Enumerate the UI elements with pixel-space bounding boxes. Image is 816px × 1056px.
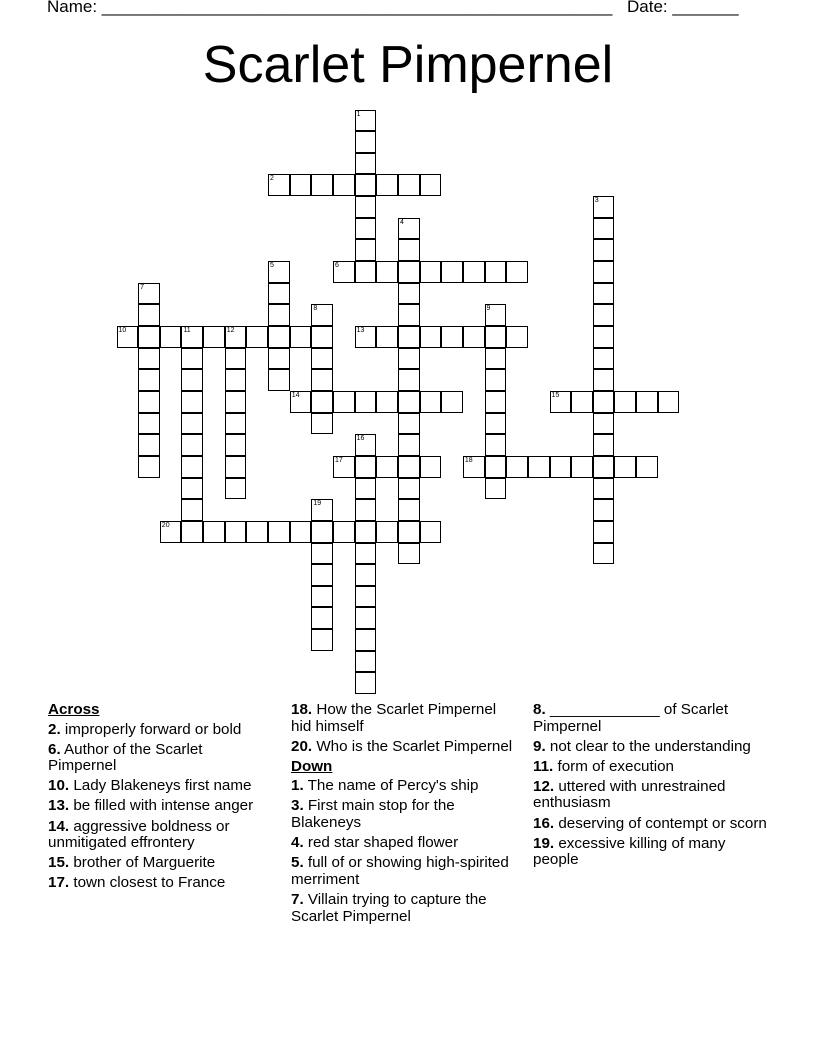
- grid-cell[interactable]: [311, 499, 333, 521]
- grid-cell[interactable]: [398, 456, 420, 478]
- clue-number: 3: [594, 197, 599, 205]
- clue-number: 20: [161, 521, 170, 529]
- grid-cell[interactable]: [355, 499, 377, 521]
- grid-cell[interactable]: [138, 348, 160, 370]
- clue-item: [533, 816, 768, 833]
- grid-cell[interactable]: [593, 218, 615, 240]
- clue-item: [48, 798, 273, 815]
- clues-column-1: [48, 702, 273, 895]
- clue-item: [291, 855, 516, 888]
- grid-cell[interactable]: [485, 413, 507, 435]
- grid-cell[interactable]: [485, 434, 507, 456]
- grid-cell[interactable]: [398, 521, 420, 543]
- clue-number-label: 18.: [291, 701, 313, 718]
- grid-cell[interactable]: [355, 456, 377, 478]
- grid-cell[interactable]: [420, 456, 442, 478]
- grid-cell[interactable]: [138, 413, 160, 435]
- grid-cell[interactable]: [311, 304, 333, 326]
- clue-item: [48, 742, 273, 775]
- grid-cell[interactable]: [355, 564, 377, 586]
- grid-cell[interactable]: [485, 456, 507, 478]
- clue-item: [533, 702, 768, 735]
- grid-cell[interactable]: [333, 456, 355, 478]
- grid-cell[interactable]: [225, 326, 247, 348]
- grid-cell[interactable]: [485, 478, 507, 500]
- name-field[interactable]: Name: ______________________________________________________: [47, 0, 613, 16]
- grid-cell[interactable]: [181, 326, 203, 348]
- clue-number: 13: [356, 327, 365, 334]
- grid-cell[interactable]: [593, 261, 615, 283]
- clue-text: red star shaped flower: [303, 834, 459, 852]
- clue-text: town closest to France: [69, 874, 226, 892]
- grid-cell[interactable]: [355, 391, 377, 413]
- clue-item: [291, 702, 516, 735]
- clue-item: [48, 778, 273, 795]
- grid-cell[interactable]: [117, 326, 139, 348]
- grid-cell[interactable]: [138, 434, 160, 456]
- clue-number: 11: [183, 327, 191, 334]
- grid-cell[interactable]: [593, 456, 615, 478]
- grid-cell[interactable]: [398, 283, 420, 305]
- grid-cell[interactable]: [311, 629, 333, 651]
- grid-cell[interactable]: [376, 456, 398, 478]
- clue-item: [48, 855, 273, 872]
- section-heading: Across: [48, 701, 100, 718]
- grid-cell[interactable]: [485, 261, 507, 283]
- clue-text: not clear to the understanding: [545, 737, 751, 755]
- clue-item: [291, 739, 516, 756]
- grid-cell[interactable]: [355, 521, 377, 543]
- grid-cell[interactable]: [203, 521, 225, 543]
- grid-cell[interactable]: [398, 434, 420, 456]
- grid-cell[interactable]: [355, 261, 377, 283]
- grid-cell[interactable]: [355, 629, 377, 651]
- clue-text: Villain trying to capture the Scarlet Pimpernel: [291, 890, 487, 925]
- clue-text: First main stop for the Blakeneys: [291, 797, 455, 832]
- grid-cell[interactable]: [225, 478, 247, 500]
- grid-cell[interactable]: [290, 521, 312, 543]
- grid-cell[interactable]: [268, 348, 290, 370]
- grid-cell[interactable]: [355, 672, 377, 694]
- grid-cell[interactable]: [398, 478, 420, 500]
- grid-cell[interactable]: [571, 456, 593, 478]
- clue-number-label: 10.: [48, 777, 70, 795]
- grid-cell[interactable]: [420, 391, 442, 413]
- grid-cell[interactable]: [376, 261, 398, 283]
- grid-cell[interactable]: [311, 174, 333, 196]
- grid-cell[interactable]: [333, 521, 355, 543]
- grid-cell[interactable]: [290, 391, 312, 413]
- clue-number: 9: [486, 305, 491, 313]
- grid-cell[interactable]: [398, 413, 420, 435]
- grid-cell[interactable]: [398, 499, 420, 521]
- clue-item: [291, 778, 516, 795]
- grid-cell[interactable]: [355, 326, 377, 348]
- clue-number: 15: [551, 391, 560, 399]
- grid-cell[interactable]: [506, 326, 528, 348]
- grid-cell[interactable]: [593, 434, 615, 456]
- clue-text: be filled with intense anger: [69, 797, 254, 815]
- grid-cell[interactable]: [485, 348, 507, 370]
- grid-cell[interactable]: [398, 218, 420, 240]
- grid-cell[interactable]: [181, 521, 203, 543]
- clue-text: _____________ of Scarlet Pimpernel: [533, 701, 729, 735]
- grid-cell[interactable]: [333, 174, 355, 196]
- clue-number-label: 17.: [48, 874, 70, 892]
- grid-cell[interactable]: [593, 521, 615, 543]
- grid-cell[interactable]: [138, 391, 160, 413]
- clue-text: brother of Marguerite: [69, 854, 216, 872]
- grid-cell[interactable]: [225, 391, 247, 413]
- grid-cell[interactable]: [268, 283, 290, 305]
- clue-text: form of execution: [553, 757, 674, 775]
- grid-cell[interactable]: [290, 174, 312, 196]
- clue-number: 17: [335, 456, 343, 464]
- grid-cell[interactable]: [636, 391, 658, 413]
- grid-cell[interactable]: [225, 369, 247, 391]
- grid-cell[interactable]: [333, 261, 355, 283]
- grid-cell[interactable]: [138, 304, 160, 326]
- clue-number: 6: [335, 262, 339, 270]
- clue-number-label: 4.: [291, 834, 304, 852]
- grid-cell[interactable]: [311, 586, 333, 608]
- clue-item: [291, 835, 516, 852]
- grid-cell[interactable]: [376, 326, 398, 348]
- grid-cell[interactable]: [311, 369, 333, 391]
- clue-number-label: 9.: [533, 737, 546, 755]
- clue-number: 10: [118, 327, 127, 334]
- grid-cell[interactable]: [225, 456, 247, 478]
- grid-cell[interactable]: [658, 391, 680, 413]
- grid-cell[interactable]: [636, 456, 658, 478]
- grid-cell[interactable]: [311, 326, 333, 348]
- grid-cell[interactable]: [593, 413, 615, 435]
- grid-cell[interactable]: [355, 478, 377, 500]
- clue-number-label: 5.: [291, 854, 304, 872]
- grid-cell[interactable]: [593, 391, 615, 413]
- clues-column-3: [533, 702, 768, 872]
- clue-number: 8: [313, 305, 318, 313]
- grid-cell[interactable]: [485, 391, 507, 413]
- grid-cell[interactable]: [181, 456, 203, 478]
- grid-cell[interactable]: [268, 174, 290, 196]
- grid-cell[interactable]: [311, 413, 333, 435]
- grid-cell[interactable]: [355, 586, 377, 608]
- grid-cell[interactable]: [571, 391, 593, 413]
- clue-number: 4: [399, 218, 404, 226]
- clue-text: aggressive boldness or unmitigated effrontery: [48, 817, 230, 852]
- grid-cell[interactable]: [593, 283, 615, 305]
- grid-cell[interactable]: [311, 348, 333, 370]
- grid-cell[interactable]: [593, 369, 615, 391]
- grid-cell[interactable]: [376, 174, 398, 196]
- clue-number-label: 3.: [291, 797, 304, 815]
- grid-cell[interactable]: [355, 218, 377, 240]
- grid-cell[interactable]: [355, 607, 377, 629]
- clue-number: 16: [356, 435, 365, 443]
- grid-cell[interactable]: [593, 348, 615, 370]
- clue-item: [291, 798, 516, 831]
- clue-text: improperly forward or bold: [60, 720, 242, 738]
- clue-number: 5: [270, 262, 274, 270]
- grid-cell[interactable]: [138, 456, 160, 478]
- grid-cell[interactable]: [225, 521, 247, 543]
- grid-cell[interactable]: [550, 391, 572, 413]
- clue-item: [291, 892, 516, 925]
- clue-number-label: 14.: [48, 817, 70, 835]
- grid-cell[interactable]: [463, 456, 485, 478]
- grid-cell[interactable]: [420, 326, 442, 348]
- grid-cell[interactable]: [181, 391, 203, 413]
- grid-cell[interactable]: [398, 369, 420, 391]
- grid-cell[interactable]: [290, 326, 312, 348]
- grid-cell[interactable]: [355, 153, 377, 175]
- clue-item: [533, 779, 768, 812]
- grid-cell[interactable]: [311, 564, 333, 586]
- grid-cell[interactable]: [333, 391, 355, 413]
- grid-cell[interactable]: [246, 326, 268, 348]
- grid-cell[interactable]: [268, 304, 290, 326]
- clue-number: 2: [270, 175, 274, 183]
- grid-cell[interactable]: [420, 521, 442, 543]
- clue-text: The name of Percy's ship: [303, 777, 479, 795]
- grid-cell[interactable]: [181, 413, 203, 435]
- grid-cell[interactable]: [181, 499, 203, 521]
- grid-cell[interactable]: [420, 174, 442, 196]
- grid-cell[interactable]: [355, 434, 377, 456]
- grid-cell[interactable]: [181, 434, 203, 456]
- clue-text: uttered with unrestrained enthusiasm: [533, 777, 726, 812]
- grid-cell[interactable]: [593, 239, 615, 261]
- grid-cell[interactable]: [225, 348, 247, 370]
- grid-cell[interactable]: [268, 369, 290, 391]
- grid-cell[interactable]: [311, 521, 333, 543]
- grid-cell[interactable]: [311, 607, 333, 629]
- grid-cell[interactable]: [550, 456, 572, 478]
- grid-cell[interactable]: [614, 391, 636, 413]
- clue-number-label: 16.: [533, 814, 555, 832]
- grid-cell[interactable]: [181, 348, 203, 370]
- grid-cell[interactable]: [203, 326, 225, 348]
- grid-cell[interactable]: [138, 369, 160, 391]
- grid-cell[interactable]: [311, 543, 333, 565]
- grid-cell[interactable]: [593, 543, 615, 565]
- section-heading: Down: [291, 757, 333, 775]
- grid-cell[interactable]: [506, 456, 528, 478]
- grid-cell[interactable]: [376, 521, 398, 543]
- grid-cell[interactable]: [138, 283, 160, 305]
- clue-number: 18: [464, 456, 473, 464]
- grid-cell[interactable]: [398, 239, 420, 261]
- grid-cell[interactable]: [441, 261, 463, 283]
- grid-cell[interactable]: [463, 326, 485, 348]
- grid-cell[interactable]: [160, 521, 182, 543]
- puzzle-title: Scarlet Pimpernel: [202, 36, 614, 94]
- grid-cell[interactable]: [398, 261, 420, 283]
- clue-text: Author of the Scarlet Pimpernel: [48, 740, 203, 775]
- grid-cell[interactable]: [441, 391, 463, 413]
- clue-text: Who is the Scarlet Pimpernel: [312, 737, 513, 755]
- grid-cell[interactable]: [593, 478, 615, 500]
- clue-item: [533, 759, 768, 776]
- clue-number-label: 7.: [291, 890, 304, 908]
- clue-number-label: 1.: [291, 777, 304, 795]
- grid-cell[interactable]: [398, 348, 420, 370]
- grid-cell[interactable]: [441, 326, 463, 348]
- grid-cell[interactable]: [160, 326, 182, 348]
- clue-item: [48, 722, 273, 739]
- grid-cell[interactable]: [355, 239, 377, 261]
- grid-cell[interactable]: [398, 326, 420, 348]
- grid-cell[interactable]: [485, 369, 507, 391]
- grid-cell[interactable]: [225, 413, 247, 435]
- grid-cell[interactable]: [463, 261, 485, 283]
- clue-text: full of or showing high-spirited merriment: [291, 854, 509, 888]
- clues-column-2: [291, 702, 516, 929]
- clue-number-label: 2.: [48, 720, 61, 738]
- clue-number: 14: [291, 391, 300, 399]
- grid-cell[interactable]: [355, 174, 377, 196]
- grid-cell[interactable]: [398, 543, 420, 565]
- clue-text: excessive killing of many people: [533, 834, 726, 869]
- grid-cell[interactable]: [593, 196, 615, 218]
- grid-cell[interactable]: [181, 369, 203, 391]
- clue-number-label: 19.: [533, 834, 555, 852]
- grid-cell[interactable]: [268, 326, 290, 348]
- grid-cell[interactable]: [485, 326, 507, 348]
- grid-cell[interactable]: [355, 110, 377, 132]
- clue-item: [533, 739, 768, 756]
- grid-cell[interactable]: [506, 261, 528, 283]
- grid-cell[interactable]: [311, 391, 333, 413]
- grid-cell[interactable]: [181, 478, 203, 500]
- grid-cell[interactable]: [225, 434, 247, 456]
- grid-cell[interactable]: [355, 543, 377, 565]
- clue-item: [48, 875, 273, 892]
- grid-cell[interactable]: [593, 326, 615, 348]
- date-field[interactable]: Date: _______: [627, 0, 739, 16]
- clue-item: [48, 819, 273, 852]
- clue-text: How the Scarlet Pimpernel hid himself: [291, 701, 497, 735]
- clue-number: 7: [140, 283, 145, 291]
- clue-number-label: 12.: [533, 777, 555, 795]
- clue-number: 12: [226, 327, 235, 334]
- grid-cell[interactable]: [485, 304, 507, 326]
- clue-number-label: 8.: [533, 701, 546, 718]
- grid-cell[interactable]: [376, 391, 398, 413]
- clue-number: 19: [313, 500, 322, 508]
- clue-number-label: 6.: [48, 740, 61, 758]
- clue-number: 1: [356, 110, 361, 118]
- grid-cell[interactable]: [593, 499, 615, 521]
- grid-cell[interactable]: [355, 651, 377, 673]
- grid-cell[interactable]: [398, 304, 420, 326]
- grid-cell[interactable]: [528, 456, 550, 478]
- grid-cell[interactable]: [246, 521, 268, 543]
- grid-cell[interactable]: [138, 326, 160, 348]
- grid-cell[interactable]: [398, 391, 420, 413]
- clue-item: [533, 836, 768, 869]
- grid-cell[interactable]: [593, 304, 615, 326]
- clue-text: Lady Blakeneys first name: [69, 777, 252, 795]
- clue-number-label: 20.: [291, 737, 313, 755]
- grid-cell[interactable]: [355, 131, 377, 153]
- grid-cell[interactable]: [268, 261, 290, 283]
- grid-cell[interactable]: [420, 261, 442, 283]
- clue-number-label: 13.: [48, 797, 70, 815]
- clue-number-label: 15.: [48, 854, 70, 872]
- grid-cell[interactable]: [614, 456, 636, 478]
- clue-number-label: 11.: [533, 757, 554, 775]
- grid-cell[interactable]: [398, 174, 420, 196]
- clue-text: deserving of contempt or scorn: [554, 814, 767, 832]
- grid-cell[interactable]: [268, 521, 290, 543]
- grid-cell[interactable]: [355, 196, 377, 218]
